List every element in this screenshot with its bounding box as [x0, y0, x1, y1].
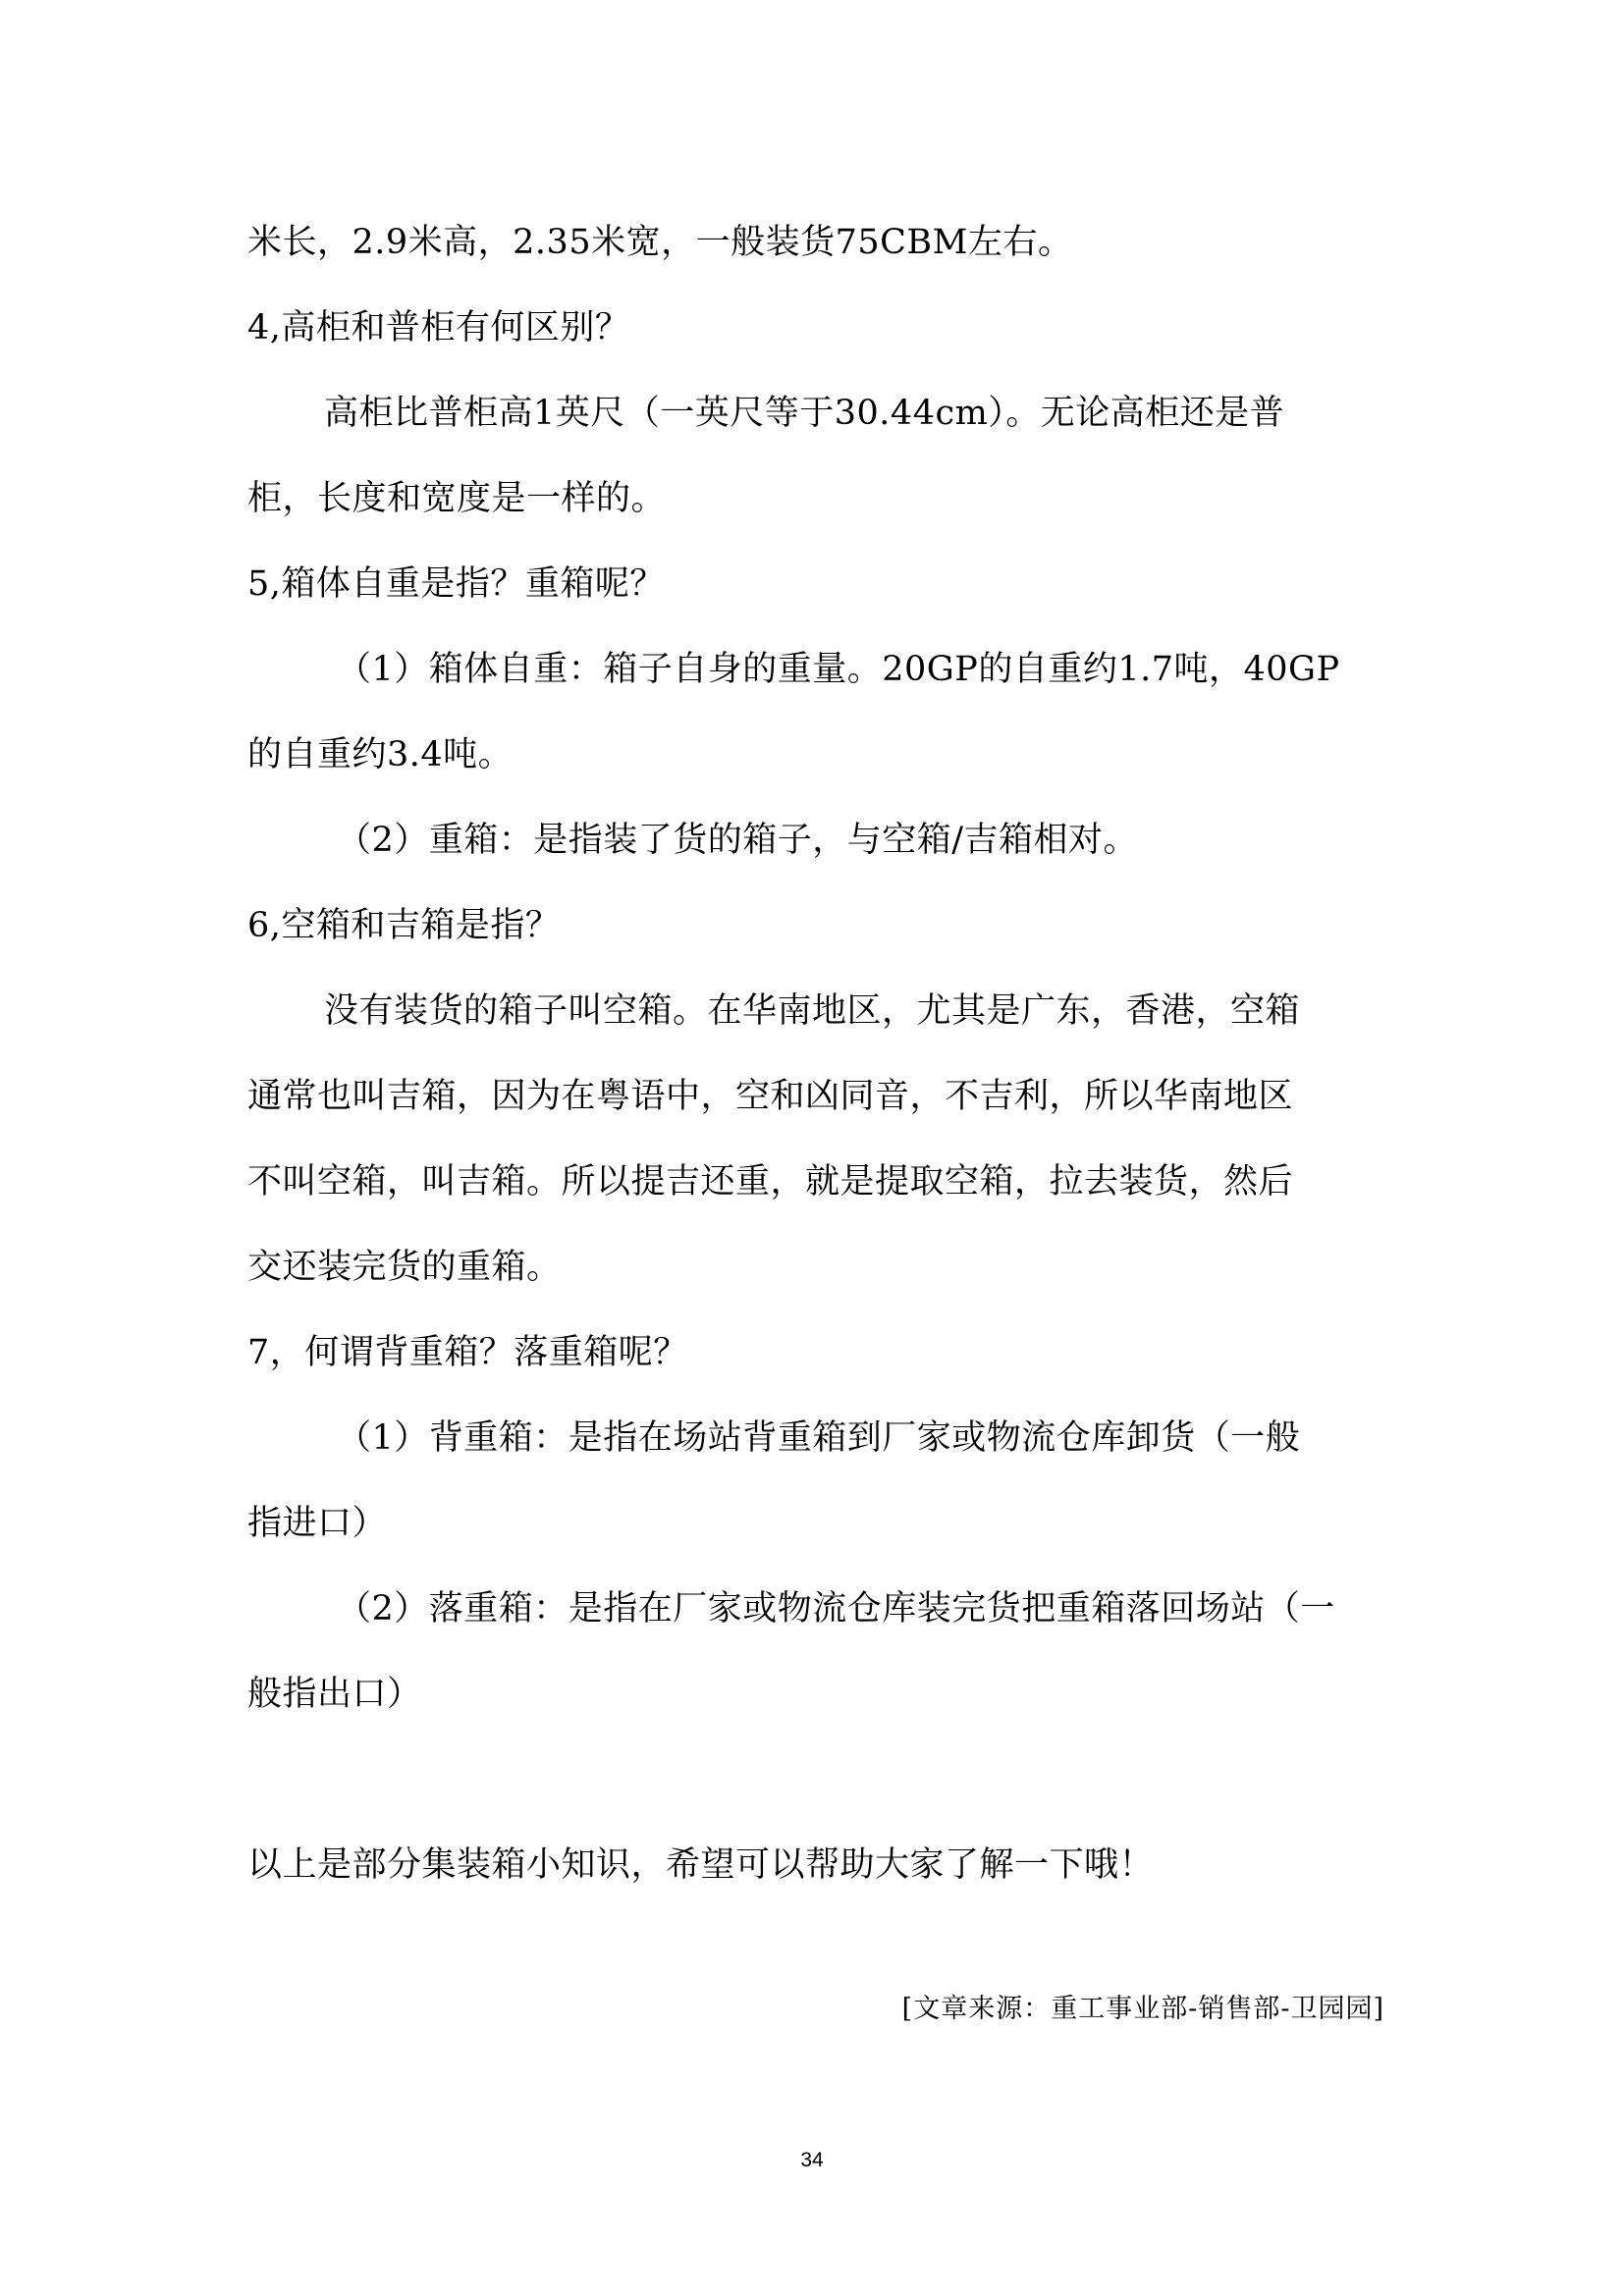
- paragraph-line: 米长，2.9米高，2.35米宽，一般装货75CBM左右。: [247, 223, 1073, 262]
- paragraph-line: 没有装货的箱子叫空箱。在华南地区，尤其是广东，香港，空箱: [324, 991, 1301, 1031]
- page-number: 34: [800, 2149, 824, 2171]
- paragraph-line: （2）落重箱：是指在厂家或物流仓库装完货把重箱落回场站（一: [337, 1589, 1335, 1629]
- paragraph-line: 的自重约3.4吨。: [247, 735, 514, 774]
- section-heading: 7，何谓背重箱？落重箱呢？: [247, 1333, 688, 1372]
- section-heading: 6,空箱和吉箱是指？: [247, 906, 561, 945]
- section-heading: 5,箱体自重是指？重箱呢？: [247, 564, 665, 604]
- section-heading: 4,高柜和普柜有何区别？: [247, 308, 630, 347]
- paragraph-line: （2）重箱：是指装了货的箱子，与空箱/吉箱相对。: [337, 821, 1139, 860]
- paragraph-line: 交还装完货的重箱。: [247, 1248, 562, 1287]
- paragraph-line: 指进口）: [247, 1504, 388, 1543]
- paragraph-line: （1）箱体自重：箱子自身的重量。20GP的自重约1.7吨，40GP: [337, 650, 1340, 689]
- paragraph-line: 般指出口）: [247, 1675, 422, 1714]
- paragraph-line: 高柜比普柜高1英尺（一英尺等于30.44cm）。无论高柜还是普: [324, 394, 1285, 433]
- paragraph-line: 不叫空箱，叫吉箱。所以提吉还重，就是提取空箱，拉去装货，然后: [247, 1162, 1294, 1201]
- closing-line: 以上是部分集装箱小知识，希望可以帮助大家了解一下哦！: [247, 1845, 1155, 1885]
- article-source: [文章来源：重工事业部-销售部-卫园园]: [901, 1994, 1384, 2024]
- paragraph-line: 柜，长度和宽度是一样的。: [247, 479, 667, 518]
- paragraph-line: （1）背重箱：是指在场站背重箱到厂家或物流仓库卸货（一般: [337, 1418, 1301, 1458]
- paragraph-line: 通常也叫吉箱，因为在粤语中，空和凶同音，不吉利，所以华南地区: [247, 1077, 1294, 1116]
